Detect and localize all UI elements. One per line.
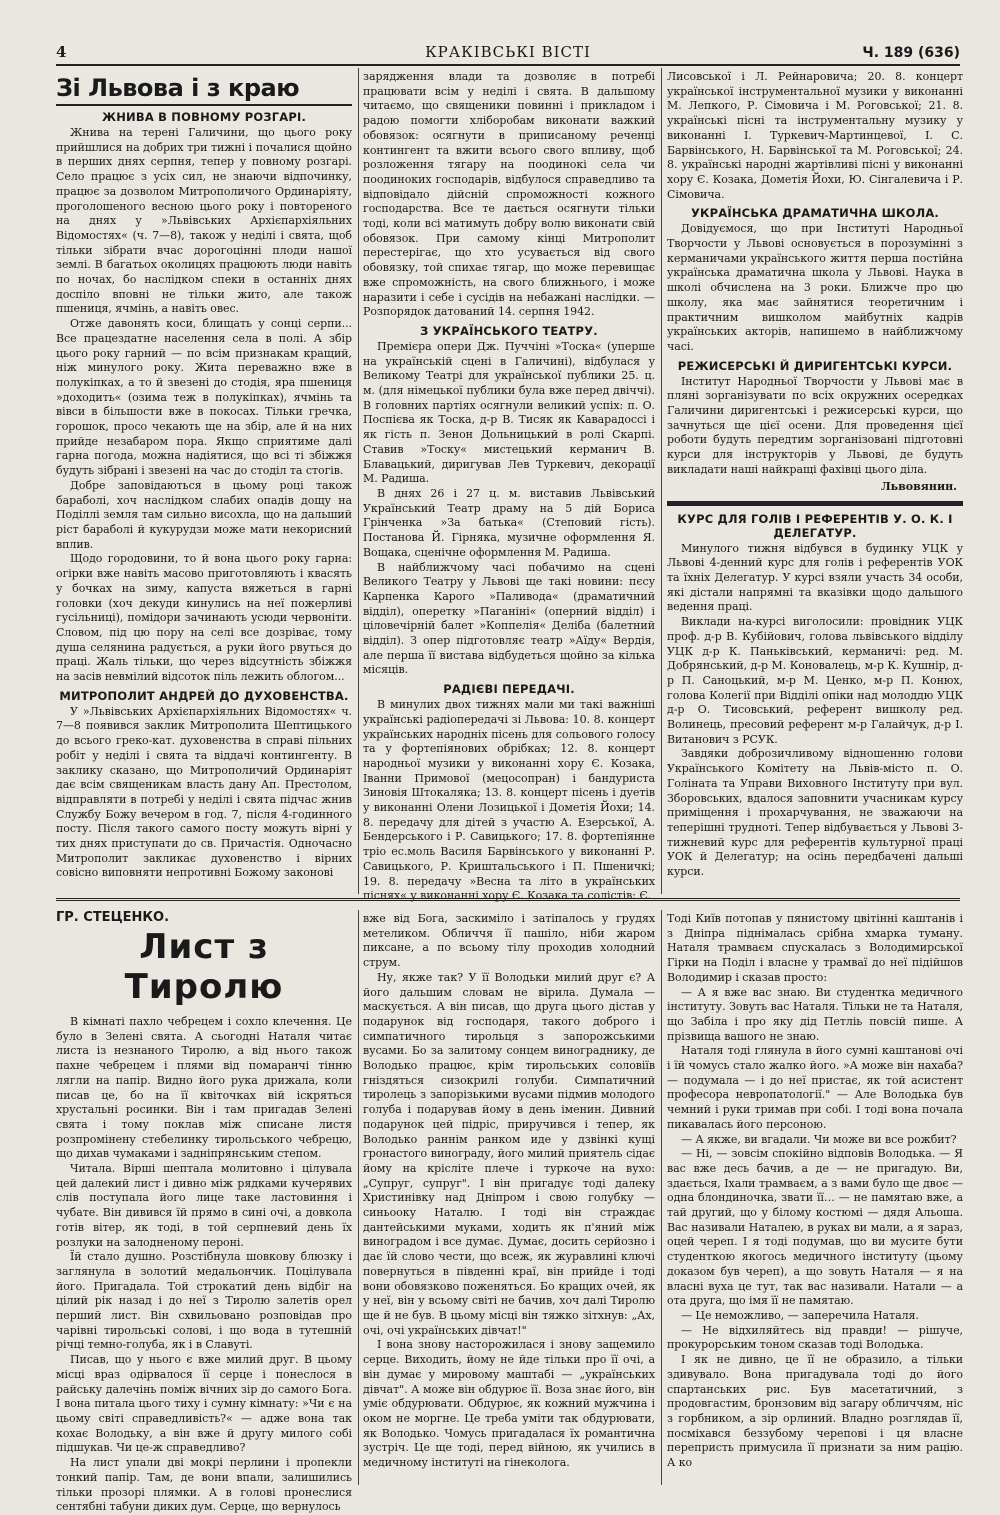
story-paragraph: І вона знову насторожилася і знову защемило серце. Виходить, йому не йде тільки про її очі, а він думає у мировому маштабі — „українських дівчат". А може він обдурює її. Воза знає його, він уміє обдурювати. Обдурює, як кожний мужчина і оком не моргне. Це треба уміти так обдурювати, як Володько. Чомусь пригадалася їх романтична зустріч. Це ще тоді, перед війною, як учились в медичному інституті на гінеколога. bbox=[363, 1338, 655, 1470]
column-divider bbox=[661, 910, 662, 1485]
story-paragraph: Читала. Вірші шептала молитовно і цілувала цей далекий лист і дивно між рядками кучерявих слів поступала його лице таке ластовиння і чубате. Він дивився їй прямо в сині очі, а довкола готів вітер, як тоді, в той серпневий день їх розлуки на залодненому пероні. bbox=[56, 1162, 352, 1249]
horizontal-divider bbox=[56, 898, 960, 901]
story-paragraph: — А я вже вас знаю. Ви студентка медичного інституту. Зовуть вас Наталя. Тільки не та Наталя, що Забіла і про яку дід Петліь повсій пише. А прізвища вашого не знаю. bbox=[667, 985, 963, 1043]
section-rule bbox=[667, 501, 963, 506]
story-paragraph: вже від Бога, заскиміло і затіпалось у грудях метеликом. Обличчя її пашіло, ніби жаром пиксане, а по всьому тілу проходив холодний струм. bbox=[363, 912, 655, 970]
article-signature: Львовянин. bbox=[880, 479, 957, 493]
column-2 bbox=[363, 70, 655, 903]
issue-number: Ч. 189 (636) bbox=[862, 45, 960, 61]
column-3 bbox=[667, 70, 963, 894]
article-heading-courses: РЕЖИСЕРСЬКІ Й ДИРИГЕНТСЬКІ КУРСИ. bbox=[677, 358, 953, 373]
article-paragraph: Довідуємося, що при Інституті Народньої Творчости у Львові основується в порозумінні з керманичами українського життя перша постійна українська драматична школа у Львові. Наука в школі обчислена на 3 роки. Ближче про цю школу, яка має зайнятися теоретичним і практичним вишколом майбутніх кадрів українських акторів, напишемо в найближчому часі. bbox=[667, 222, 963, 353]
article-paragraph: В найближчому часі побачимо на сцені Великого Театру у Львові ще такі новини: пєсу Карпенка Карого »Паливода« (драматичний відділ), оперетку »Паганіні« (оперний відділ) і ціловечірній балет »Коппелія« Деліба (балетний відділ). З опер підготовляє театр »Аїду« Вердія, але перша її вистава відбудеться щойно за кілька місяців. bbox=[363, 560, 655, 677]
article-heading-theatre: З УКРАЇНСЬКОГО ТЕАТРУ. bbox=[420, 323, 598, 338]
feuilleton-column-1 bbox=[56, 910, 352, 1514]
article-paragraph: Добре заповідаються в цьому році також бараболі, хоч наслідком слабих опадів дощу на Поділлі земля там сильно висохла, що на дальший ріст бараболі й кукурудзи може мати некорисний вплив. bbox=[56, 478, 352, 551]
page-header bbox=[56, 40, 960, 66]
article-paragraph: Виклади на-курсі виголосили: провідник УЦК проф. д-р В. Кубійович, голова львівського відділу УЦК д-р К. Паньківський, керманичі: ред. М. Добрянський, д-р М. Коновалець, м-р К. Кушнір, д-р П. Саноцький, м-р М. Ценко, м-р П. Конюх, голова Колегії при Відділі опіки над молоддю УЦК д-р О. Тисовський, референт вишколу ред. Волинець, пресовий референт м-р Галайчук, д-р І. Витанович з РСУК. bbox=[667, 615, 963, 746]
feuilleton-author: ГР. СТЕЦЕНКО. bbox=[56, 910, 170, 925]
article-paragraph: У »Львівських Архієпархіяльних Відомостях« ч. 7—8 появився заклик Митрополита Шептицького до всього греко-кат. духовенства в справі пільних робіт у неділі і свята та віддачі контингенту. В заклику сказано, що Митрополичий Ординаріят дає всім священикам власть дану Ап. Престолом, відпрaвляти в потребі у неділі і свята підчас жнив Службу Божу вечером в год. 7, після 4-годинного посту. Після такого самого посту можуть вірні у тих днях приступати до св. Причастія. Одночасно Митрополит закликає духовенство і вірних совісно виповняти непротивні Божому законові bbox=[56, 704, 352, 880]
story-paragraph: В кімнаті пахло чебрецем і сохло клечення. Це було в Зелені свята. А сьогодні Наталя читає листа із незнаного Тиролю, а від нього також пахне чебрецем і плями від помаранчі тінню лягли на папір. Видно його рука дрижала, коли писав це, бо на її квіточках вій іскряться хрустальні росинки. Він і там пригадав Зелені свята і тому поклав між списане листя розпромінену стебелинку тирольського чебрецю, що дихав чумаками і задніпрянським степом. bbox=[56, 1015, 352, 1161]
article-heading-drama-school: УКРАЇНСЬКА ДРАМАТИЧНА ШКОЛА. bbox=[690, 206, 939, 221]
feuilleton-column-3 bbox=[667, 912, 963, 1485]
article-paragraph: В минулих двох тижнях мали ми такі важніші українські радіопередачі зі Львова: 10. 8. концерт українських народніх пісень для сольового голосу та у фортепіяновиx обрібках; 12. 8. концерт народньої музики у виконанні хору Є. Козака, Іванни Примової (мецосопран) і бандуриста Зиновія Штокаляка; 13. 8. концерт пісень і дуетів у виконанні Олени Лозицької і Дометія Йохи; 14. 8. передачу для дітей з участю А. Езерської, А. Бендерського і Р. Савицького; 17. 8. фортепіянне трiо ес.моль Василя Барвінського у виконанні Р. Савицького, Р. Криштальського і П. Пшеничкі; 19. 8. передачу »Весна та літо в українських піснях« у виконанні хору Є. Козака та солістів: Є. bbox=[363, 698, 655, 903]
story-paragraph: Їй стало душно. Розстібнула шовкову блюзку і заглянула в золотий медальончик. Поцілувала його. Пригадала. Той строкатий день відбіг на цілий рік назад і до неї з Тиролю залетів орел перший лист. Він схвильовано розповідав про чарівні тирольські солові, і що вода в тутешній річці темно-голуба, як і в Славуті. bbox=[56, 1250, 352, 1352]
section-title: Зі Львова і з краю bbox=[56, 74, 352, 106]
article-paragraph: Премієра опери Дж. Пуччіні »Тоска« (уперше на українській сцені в Галичині), відбулася у Великому Театрі для української публики 25. ц. м. (для німецької публики була вже перед двіччі). В головних партіях осягнули великий успіх: п. О. Поспієва як Тоска, д-р В. Тисяк як Каварадоссі і як гість п. Зенон Дольницький в ролі Скарпі. Ставив »Тоску« мистецький керманич В. Блавацький, диригував Лев Туркевич, декорації М. Радиша. bbox=[363, 339, 655, 486]
article-heading-harvest: ЖНИВА В ПОВНОМУ РОЗГАРІ. bbox=[101, 110, 307, 124]
story-paragraph: І як не дивно, це її не образило, а тільки здивувало. Вона пригадувала тоді до його спартанських рис. Був масетатичний, з продовгастим, бронзовим від загару обличчям, ніс з горбником, а зір орлиний. Владно розглядав її, посміхався беззубому черепові і ця власне перепристь примусила її признати за ним рацію. А ко bbox=[667, 1353, 963, 1470]
story-paragraph: Ну, якже так? У її Володьки милий друг є? А його дальшим словам не вірила. Думала — маскується. А він писав, що друга цього дістав у подарунок від господаря, такого доброго і симпатичного тирольця з запорожськими вусами. Бо за залитому сонцем винограднику, де Володько працює, крім тирольських соловіїв гніздяться сизокрилі голуби. Симпатичний тиролець з запорізькими вусами підмив молодого голуба і подарував йому в день іменин. Дивний подарунок цей підріс, приручився і тепер, як Володько раннім ранком иде у дзвінкі кущі гронастого винограду, його милий приятель сідає йому на крісліте плече і туркоче на вухо: „Супруг, супруг". І він пригадує тоді далеку Христинівку над Дніпром і свою голубку — синьооку Наталю. І тоді він страждає дантейськими муками, ходить як п'яний між виноградом і все думає. Думає, досить серйозно і дає їй слово чести, що всеж, як журавлині ключі повернуться в південні краї, він прийде і тоді вони обовязково поженяться. Бо кращих очей, як у неї, він у всьому світі не бачив, хоч далі Тиролю ще й не був. В цьому місці він тяжко зітхнув: „Ах, очі, очі українських дівчат!" bbox=[363, 970, 655, 1337]
article-paragraph: Щодо городовини, то й вона цього року гарна: огірки вже навіть масово приготовляють і квасять у бочках на зиму, капуста вяжеться в гарні головки (хоч декуди кинулись на неї пожерливі гусільниці), помідори зачинають усюди червоніти. Словом, під цю пору на селі все дозріває, тому душа селянина радується, а руки його рвуться до праці. Жаль тільки, що через відсутність збіжжя на засів невмілий відсоток піль лежить облогом... bbox=[56, 552, 352, 684]
page-number: 4 bbox=[56, 43, 67, 61]
column-1 bbox=[56, 70, 352, 894]
story-paragraph: Наталя тоді глянула в його сумні каштанові очі і їй чомусь стало жалко його. »А може він нахаба? — подумала — і до неї пристає, як той асистент професора невропатології." — Але Володька був чемний і руки тримав при собі. І тоді вона почала пикавалась його персоною. bbox=[667, 1044, 963, 1131]
article-heading-ouk-course: КУРС ДЛЯ ГОЛІВ І РЕФЕРЕНТІВ У. О. К. І ДЕЛЕГАТУР. bbox=[677, 511, 953, 540]
story-paragraph: Тоді Київ потопав у пянистому цвітінні каштанів і з Дніпра піднімалась срібна хмарка туману. Наталя трамваєм спускалась з Володимирської Гірки на Поділ і власне у трамваї до неї підійшов Володимир і сказав просто: bbox=[667, 912, 963, 984]
column-divider bbox=[358, 68, 359, 894]
story-paragraph: — А якже, ви вгадали. Чи може ви всe рожбит? bbox=[681, 1132, 957, 1146]
article-paragraph: зарядження влади та дозволяє в потребі працювати всім у неділі і свята. В дальшому читаємо, що священики повинні і прикладом і радою помогти хліборобам виконати важкий обовязок: осягнути в приписаному реченці контингент та вжити всього свого впливу, щоб розложення тягару на поодинокі села чи поодиноких господарів, відбулося справедливо та відповідало дійсній спроможності кожного господарства. Все те дається осягнути тільки тоді, коли всі матимуть добру волю виконати свій обовязок. При самому кінці Митрополит перестерігає, що хто усувається від свого обовязку, той спихає тягар, що може перевищає вже спроможність, на свого ближнього, і може наразити і себе і сусідів на небажані наслідки. — Розпорядок датований 14. серпня 1942. bbox=[363, 70, 655, 319]
story-paragraph: На лист упали дві мокрі перлини і пропекли тонкий папір. Там, де вони впали, залишились тільки прозорі плямки. А в голові пронеслися сентябні табуни диких дум. Серце, що вернулось bbox=[56, 1456, 352, 1514]
article-heading-metropolitan: МИТРОПОЛИТ АНДРЕЙ ДО ДУХОВЕНСТВА. bbox=[59, 688, 349, 703]
article-paragraph: Інститут Народньої Творчости у Львові має в пляні зорганізувати по всіх окружних осередках Галичини диригентські і режисерські курси, що зачнуться ще цієї осени. Для проведення цієї роботи будуть передтим зорганізовані підготовні курси для інструкторів у Львові, де будуть викладати наші найкращі фахівці цього діла. bbox=[667, 374, 963, 476]
article-paragraph: В днях 26 і 27 ц. м. виставив Львівський Український Театр драму на 5 дій Бориса Грінченка »За батька« (Степовий гість). Постанова Й. Гірняка, музичне оформлення Я. Вощака, сценічне оформлення М. Радиша. bbox=[363, 486, 655, 559]
article-heading-radio: РАДІЄВІ ПЕРЕДАЧІ. bbox=[443, 682, 575, 697]
newspaper-title: КРАКІВСЬКІ ВІСТІ bbox=[425, 43, 591, 61]
article-paragraph: Отже давонять коси, блищать у сонці серпи... Все працездатне населення села в полі. А збір цього року гарний — по всім признакам кращий, ніж минулого року. Жита переважно вже в полукіпках, а то й звезені до стодія, яра пшениця »доходить« (озима теж в полукіпках), ячмінь та вівси в більшости вже в покосах. Тільки гречка, горошок, просо чекають ще на збір, але й на них прийде незабаром пора. Якщо сприятиме далі гарна погода, можна надіятися, що всі ті збіжжя будуть зібрані і звезені на час до стоділ та стогів. bbox=[56, 317, 352, 478]
article-paragraph: Лисовської і Л. Рейнаровича; 20. 8. концерт української інструментальної музики у виконанні М. Лепкого, Р. Сімовича і М. Роговської; 21. 8. українські пісні та інструментальну музику у виконанні І. Туркевич-Мартинцевої, І. С. Барвінського, Н. Барвінської та М. Роговської; 24. 8. українські народні жартівливі пісні у виконанні хору Є. Козака, Дометія Йохи, Ю. Сінгалевича і Р. Сімовича. bbox=[667, 70, 963, 201]
feuilleton-column-2 bbox=[363, 912, 655, 1485]
column-divider bbox=[661, 68, 662, 894]
article-paragraph: Завдяки доброзичливому відношенню голови Українського Комітету на Львів-місто п. О. Голіната та Управи Виховного Інституту при вул. Зборовських, вдалося заповнити учасникам курсу приміщення і прохарчування, не зважаючи на теперішні трудноті. Тепер відбувається у Львові 3-тижневий курс для референтів культурної праці УОК й Делегатур; на осінь передбачені дальші курси. bbox=[667, 747, 963, 879]
column-divider bbox=[358, 910, 359, 1485]
feuilleton-title: Лист з Тиролю bbox=[124, 927, 284, 1007]
story-paragraph: — Це неможливо, — заперечила Наталя. bbox=[681, 1308, 919, 1322]
article-paragraph: Жнива на терені Галичини, що цього року прийшлися на добрих три тижні і почалися щойно в перших днях серпня, тепер у повному розгарі. Село працює з усіх сил, не знаючи відпочинку, працює за дозволом Митрополичого Ординаріяту, проголошеного весною цього року і повтореного на днях у »Львівських Архієпархіяльних Відомостях« (ч. 7—8), також у неділі і свята, щоб тільки зібрати вчас дорогоцінні плоди нашої землі. В багатьох околицях працюють люди навіть по ночах, бо наслідком спеки в останніх днях доспіло вповні не тільки жито, але також пшениця, ячмінь, а навіть овес. bbox=[56, 126, 352, 316]
article-paragraph: Минулого тижня відбувся в будинку УЦК у Львові 4-денний курс для голів і референтів УОК та їхніх Делегатур. У курсі взяли участь 34 особи, які дістали напрямні та вказівки щодо дальшого ведення праці. bbox=[667, 541, 963, 614]
story-paragraph: — Ні, — зовсім спокійно відповів Володька. — Я вас вже десь бачив, а де — не пригадую. Ви, здається, Іхали трамваєм, а з вами було ще двоє — одна блондиночка, звати її… — не памятаю вже, а тай другий, що у білому костюмі — дядя Альоша. Вас називали Наталею, в руках ви мали, а я зараз, оцей череп. І я тоді подумав, що ви мусите бути студенткою якогось медичного інституту (цьому доказом був череп), а що зовуть Наталя — я на власні вуха це тут, так вас називали. Натали — а ота друга, що імя її не памятаю. bbox=[667, 1147, 963, 1308]
story-paragraph: Писав, що у нього є вже милий друг. В цьому місці враз одірвалося її серце і понеслося в райську далечінь поміж вічних зір до самого Бога. І вона питала цього тиху і сумну кімнату: »Чи є на цьому світі справедливість?« — адже вона так кохає Володьку, а він вже й другу милого собі підшукав. Чи це-ж справедливо? bbox=[56, 1353, 352, 1455]
story-paragraph: — Не відхиляйтесь від правди! — рішуче, прокурорським тоном сказав тоді Володька. bbox=[667, 1323, 963, 1352]
